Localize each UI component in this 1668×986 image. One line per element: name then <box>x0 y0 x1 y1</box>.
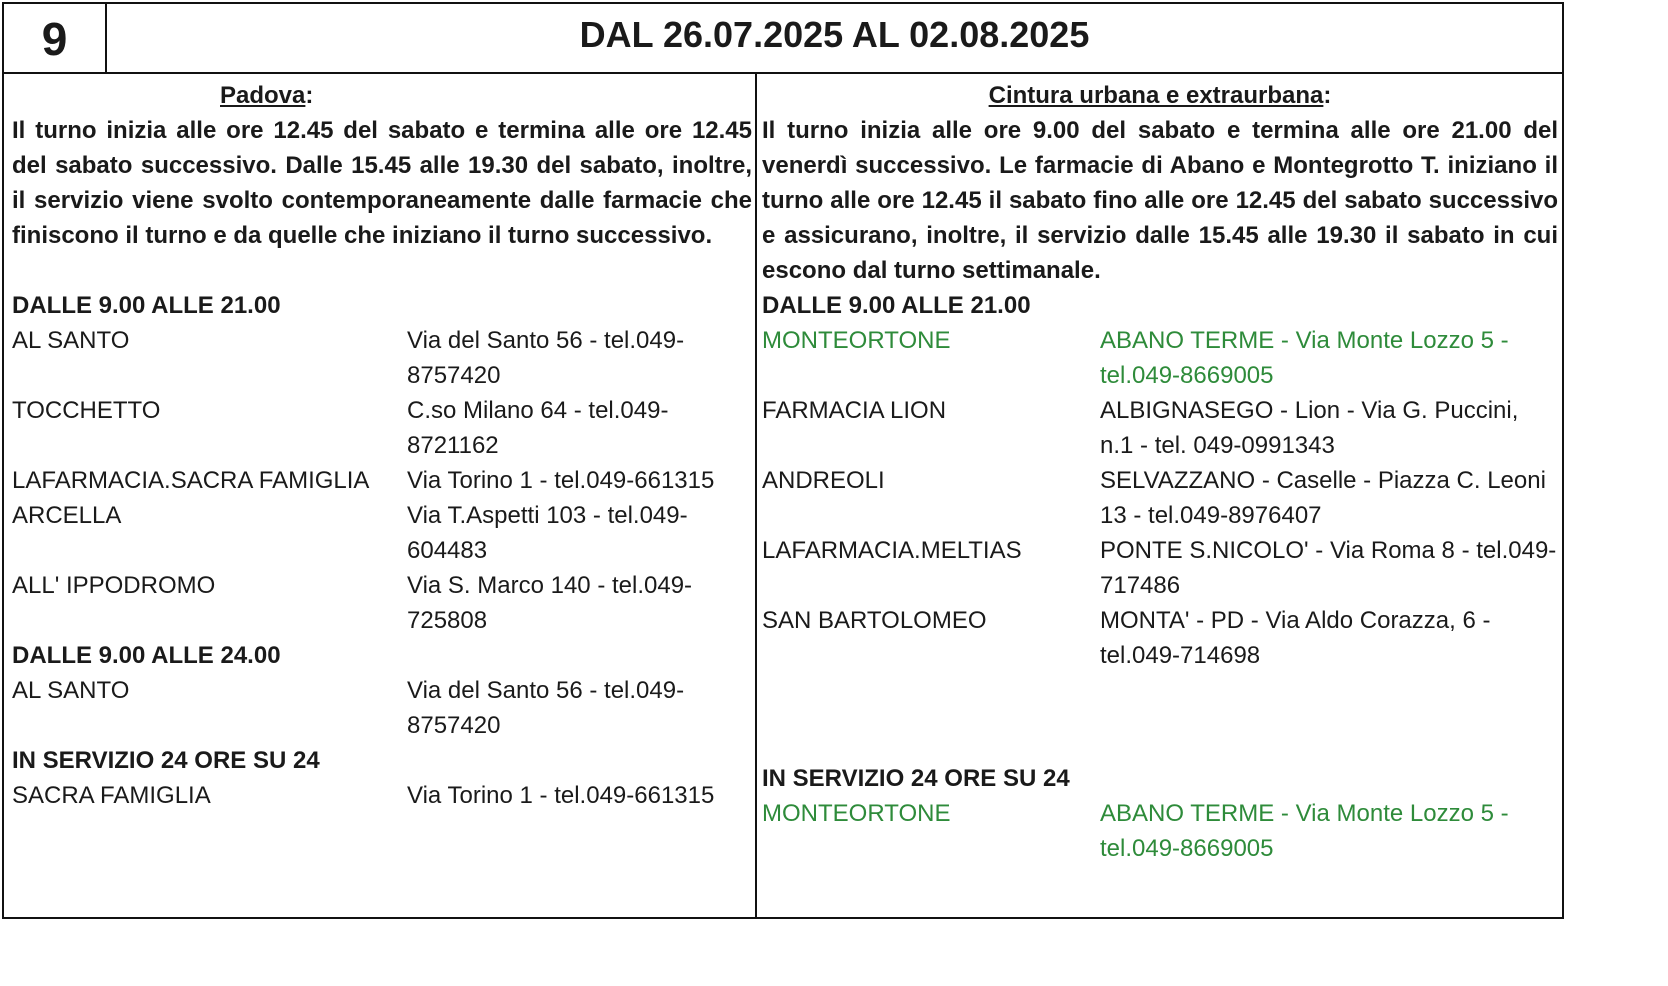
pharmacy-address: Via del Santo 56 - tel.049-8757420 <box>407 327 685 389</box>
pharmacy-row <box>12 568 752 638</box>
padova-section-9-21: DALLE 9.00 ALLE 21.00 <box>12 292 281 319</box>
cintura-section-9-21: DALLE 9.00 ALLE 21.00 <box>762 292 1031 319</box>
date-range-title: DAL 26.07.2025 AL 02.08.2025 <box>107 4 1562 74</box>
pharmacy-name: MONTEORTONE <box>762 327 951 354</box>
pharmacy-address: ABANO TERME - Via Monte Lozzo 5 - tel.049-8669005 <box>1100 800 1509 862</box>
pharmacy-row <box>762 393 1558 463</box>
pharmacy-name: FARMACIA LION <box>762 397 947 424</box>
cintura-heading: Cintura urbana e extraurbana: <box>988 82 1332 109</box>
padova-heading: Padova: <box>220 82 314 109</box>
padova-section-24h: IN SERVIZIO 24 ORE SU 24 <box>12 747 320 774</box>
padova-list-24h <box>12 778 752 813</box>
week-number: 9 <box>4 4 107 74</box>
padova-list-9-24 <box>12 673 752 743</box>
pharmacy-row <box>12 323 752 393</box>
pharmacy-name: ALL' IPPODROMO <box>12 572 216 599</box>
pharmacy-row <box>12 778 752 813</box>
pharmacy-roster-sheet <box>2 2 1564 919</box>
pharmacy-name: SAN BARTOLOMEO <box>762 607 987 634</box>
pharmacy-address: MONTA' - PD - Via Aldo Corazza, 6 - tel.049-714698 <box>1100 607 1491 669</box>
pharmacy-address: Via T.Aspetti 103 - tel.049-604483 <box>407 502 688 564</box>
pharmacy-address: Via S. Marco 140 - tel.049-725808 <box>407 572 693 634</box>
pharmacy-row <box>762 323 1558 393</box>
pharmacy-name: MONTEORTONE <box>762 800 951 827</box>
cintura-column <box>762 78 1558 866</box>
pharmacy-address: PONTE S.NICOLO' - Via Roma 8 - tel.049-717486 <box>1100 537 1557 599</box>
padova-description: Il turno inizia alle ore 12.45 del sabato e termina alle ore 12.45 del sabato successivo. Dalle 15.45 alle 19.30 del sabato, inoltre, il servizio viene svolto contemporaneamente dalle farmacie che finiscono il turno e da quelle che iniziano il turno successivo. <box>12 117 752 249</box>
cintura-section-24h: IN SERVIZIO 24 ORE SU 24 <box>762 765 1070 792</box>
cintura-list-24h <box>762 796 1558 866</box>
pharmacy-address: Via Torino 1 - tel.049-661315 <box>407 782 715 809</box>
pharmacy-name: ARCELLA <box>12 502 122 529</box>
pharmacy-row <box>762 533 1558 603</box>
pharmacy-name: LAFARMACIA.MELTIAS <box>762 537 1022 564</box>
pharmacy-address: Via Torino 1 - tel.049-661315 <box>407 467 715 494</box>
padova-column <box>12 78 752 813</box>
pharmacy-address: SELVAZZANO - Caselle - Piazza C. Leoni 13 - tel.049-8976407 <box>1100 467 1546 529</box>
pharmacy-name: AL SANTO <box>12 677 130 704</box>
pharmacy-address: ALBIGNASEGO - Lion - Via G. Puccini, n.1 - tel. 049-0991343 <box>1100 397 1519 459</box>
pharmacy-row <box>12 463 752 498</box>
padova-list-9-21 <box>12 323 752 638</box>
pharmacy-name: LAFARMACIA.SACRA FAMIGLIA <box>12 467 370 494</box>
pharmacy-row <box>762 796 1558 866</box>
cintura-description: Il turno inizia alle ore 9.00 del sabato e termina alle ore 21.00 del venerdì successivo. Le farmacie di Abano e Montegrotto T. iniziano il turno alle ore 12.45 il sabato fino alle ore 12.45 del sabato successivo e assicurano, inoltre, il servizio dalle 15.45 alle 19.30 il sabato in cui escono dal turno settimanale. <box>762 117 1558 284</box>
pharmacy-row <box>12 673 752 743</box>
pharmacy-row <box>762 463 1558 533</box>
padova-section-9-24: DALLE 9.00 ALLE 24.00 <box>12 642 281 669</box>
pharmacy-name: AL SANTO <box>12 327 130 354</box>
pharmacy-row <box>12 498 752 568</box>
pharmacy-row <box>762 603 1558 673</box>
pharmacy-address: Via del Santo 56 - tel.049-8757420 <box>407 677 685 739</box>
pharmacy-address: C.so Milano 64 - tel.049-8721162 <box>407 397 669 459</box>
pharmacy-name: ANDREOLI <box>762 467 885 494</box>
column-divider <box>755 74 757 917</box>
pharmacy-address: ABANO TERME - Via Monte Lozzo 5 - tel.049-8669005 <box>1100 327 1509 389</box>
pharmacy-row <box>12 393 752 463</box>
pharmacy-name: SACRA FAMIGLIA <box>12 782 211 809</box>
cintura-list-9-21 <box>762 323 1558 673</box>
pharmacy-name: TOCCHETTO <box>12 397 161 424</box>
